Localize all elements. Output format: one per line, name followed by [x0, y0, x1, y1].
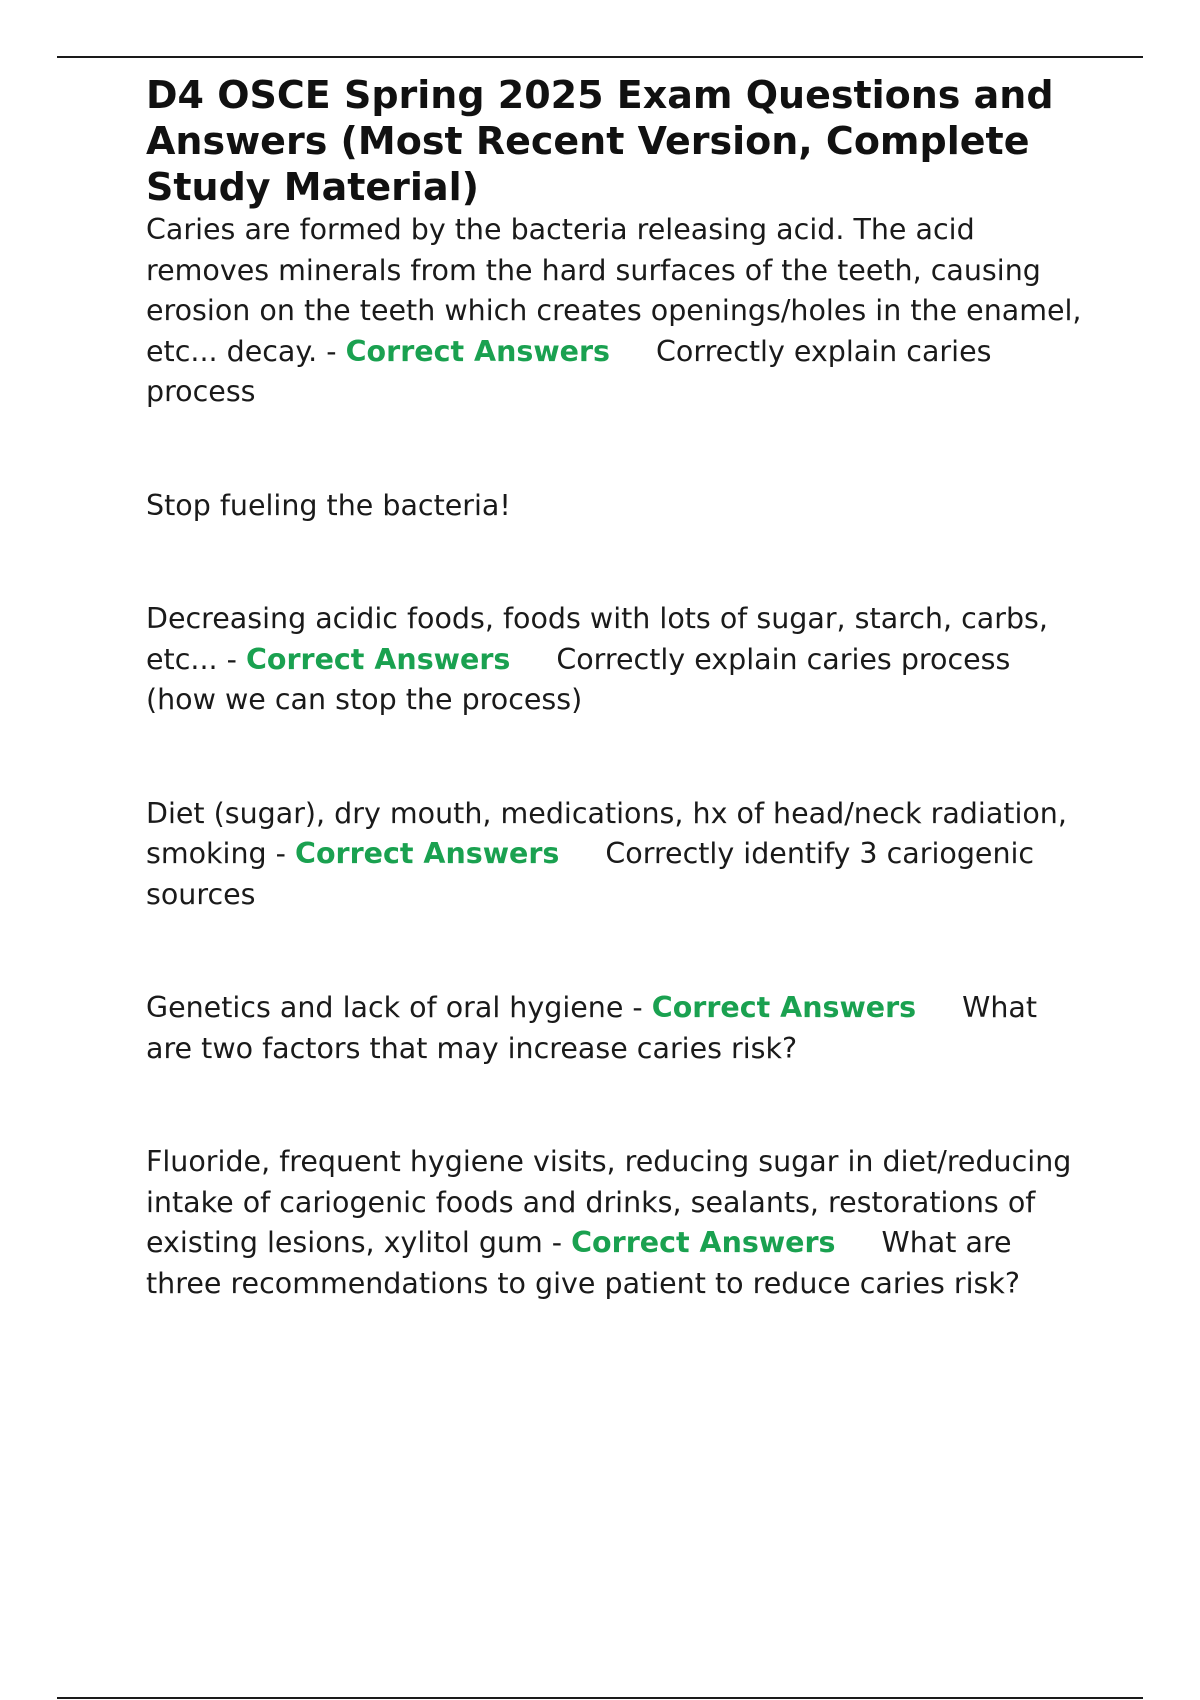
- document-body: [146, 72, 1086, 1304]
- answer-text: Diet (sugar), dry mouth, medications, hx of head/neck radiation, smoking -: [146, 796, 1067, 870]
- answer-text: Genetics and lack of oral hygiene -: [146, 991, 652, 1024]
- qa-entry: [146, 1142, 1086, 1304]
- answer-text: Caries are formed by the bacteria releasing acid. The acid removes minerals from the hard surfaces of the teeth, causing erosion on the teeth which creates openings/holes in the enamel, etc... decay. -: [146, 213, 1082, 368]
- correct-answers-marker: Correct Answers: [345, 334, 611, 368]
- qa-entry: [146, 599, 1086, 721]
- qa-entry: [146, 988, 1086, 1069]
- answer-text: Decreasing acidic foods, foods with lots of sugar, starch, carbs, etc... -: [146, 602, 1048, 676]
- top-rule: [57, 56, 1143, 58]
- document-title: D4 OSCE Spring 2025 Exam Questions and Answers (Most Recent Version, Complete Study Material): [146, 73, 1054, 209]
- correct-answers-marker: Correct Answers: [571, 1226, 836, 1259]
- qa-entry: [146, 486, 1086, 527]
- answer-text: Fluoride, frequent hygiene visits, reducing sugar in diet/reducing intake of cariogenic foods and drinks, sealants, restorations of existing lesions, xylitol gum -: [146, 1145, 1072, 1259]
- qa-entry: [146, 794, 1086, 916]
- answer-text: Stop fueling the bacteria!: [146, 488, 511, 522]
- correct-answers-marker: Correct Answers: [651, 991, 917, 1024]
- question-text: Correctly identify 3 cariogenic sources: [146, 837, 1035, 911]
- correct-answers-marker: Correct Answers: [245, 642, 511, 676]
- question-text: Correctly explain caries process: [146, 334, 992, 408]
- question-text: What are two factors that may increase caries risk?: [146, 991, 1038, 1065]
- qa-entry: [146, 210, 1086, 413]
- bottom-rule: [57, 1697, 1143, 1699]
- correct-answers-marker: Correct Answers: [295, 837, 560, 870]
- question-text: Correctly explain caries process (how we can stop the process): [146, 642, 1011, 716]
- question-text: What are three recommendations to give patient to reduce caries risk?: [146, 1226, 1021, 1300]
